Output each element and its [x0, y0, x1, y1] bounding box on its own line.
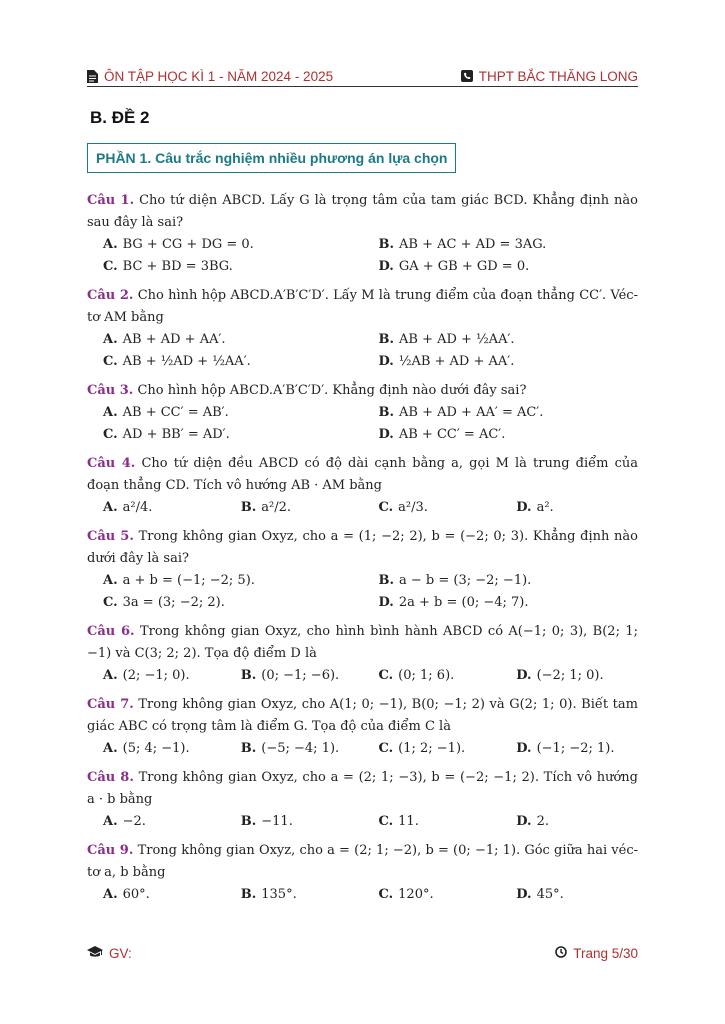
option-a[interactable]: A. AB + CC′ = AB′. [103, 405, 229, 420]
teacher-label: GV: [109, 945, 132, 961]
option-b[interactable]: B. AB + AD + ½AA′. [378, 332, 515, 347]
question-text: Trong không gian Oxyz, cho a = (2; 1; −2), b = (0; −1; 1). Góc giữa hai véc-tơ a, b bằng [87, 843, 639, 880]
option-d[interactable]: D. (−1; −2; 1). [516, 741, 615, 756]
question-7 [87, 694, 638, 760]
option-c[interactable]: C. a²/3. [378, 500, 428, 515]
option-d[interactable]: D. (−2; 1; 0). [516, 668, 604, 683]
question-text: Trong không gian Oxyz, cho hình bình hành ABCD có A(−1; 0; 3), B(2; 1; −1) và C(3; 2; 2). Tọa độ điểm D là [87, 624, 638, 661]
question-number: Câu 2. [87, 288, 134, 303]
option-a[interactable]: A. a + b = (−1; −2; 5). [103, 573, 255, 588]
option-d[interactable]: D. AB + CC′ = AC′. [378, 427, 506, 442]
document-icon [87, 70, 98, 83]
option-d[interactable]: D. 2a + b = (0; −4; 7). [378, 595, 529, 610]
option-c[interactable]: C. 11. [378, 814, 419, 829]
option-c[interactable]: C. BC + BD = 3BG. [103, 259, 233, 274]
page-header [87, 66, 638, 87]
section-title: B. ĐỀ 2 [90, 108, 150, 127]
question-1 [87, 190, 638, 278]
question-number: Câu 1. [87, 193, 135, 208]
question-number: Câu 6. [87, 624, 135, 639]
option-c[interactable]: C. 3a = (3; −2; 2). [103, 595, 225, 610]
question-text: Cho tứ diện đều ABCD có độ dài cạnh bằng a, gọi M là trung điểm của đoạn thẳng CD. Tích vô hướng AB · AM bằng [87, 456, 638, 493]
option-b[interactable]: B. AB + AC + AD = 3AG. [378, 237, 547, 252]
option-b[interactable]: B. a − b = (3; −2; −1). [378, 573, 532, 588]
part-title: PHẦN 1. Câu trắc nghiệm nhiều phương án lựa chọn [87, 143, 456, 173]
question-number: Câu 4. [87, 456, 136, 471]
question-number: Câu 5. [87, 529, 134, 544]
option-c[interactable]: C. AB + ½AD + ½AA′. [103, 354, 251, 369]
option-b[interactable]: B. (0; −1; −6). [240, 668, 340, 683]
option-d[interactable]: D. 45°. [516, 887, 564, 902]
option-a[interactable]: A. (2; −1; 0). [103, 668, 190, 683]
page-number: Trang 5/30 [573, 945, 638, 961]
question-number: Câu 9. [87, 843, 134, 858]
option-b[interactable]: B. (−5; −4; 1). [240, 741, 340, 756]
option-d[interactable]: D. GA + GB + GD = 0. [378, 259, 530, 274]
option-c[interactable]: C. AD + BB′ = AD′. [103, 427, 230, 442]
phone-icon [461, 70, 473, 82]
graduation-cap-icon [87, 946, 103, 961]
option-c[interactable]: C. (0; 1; 6). [378, 668, 455, 683]
question-text: Trong không gian Oxyz, cho A(1; 0; −1), B(0; −1; 2) và G(2; 1; 0). Biết tam giác ABC có trọng tâm là điểm G. Tọa độ của điểm C là [87, 697, 638, 734]
option-b[interactable]: B. −11. [240, 814, 293, 829]
page-footer [87, 943, 638, 963]
question-6 [87, 621, 638, 687]
question-text: Cho tứ diện ABCD. Lấy G là trọng tâm của tam giác BCD. Khẳng định nào sau đây là sai? [87, 193, 638, 230]
option-a[interactable]: A. a²/4. [103, 500, 153, 515]
option-d[interactable]: D. a². [516, 500, 554, 515]
question-3 [87, 380, 638, 446]
question-5 [87, 526, 638, 614]
option-a[interactable]: A. BG + CG + DG = 0. [103, 237, 254, 252]
question-8 [87, 767, 638, 833]
question-text: Trong không gian Oxyz, cho a = (1; −2; 2), b = (−2; 0; 3). Khẳng định nào dưới đây là sai? [87, 529, 638, 566]
clock-icon [555, 946, 567, 961]
option-a[interactable]: A. AB + AD + AA′. [103, 332, 226, 347]
question-9 [87, 840, 638, 906]
question-number: Câu 3. [87, 383, 134, 398]
question-text: Cho hình hộp ABCD.A′B′C′D′. Lấy M là trung điểm của đoạn thẳng CC′. Véc-tơ AM bằng [87, 288, 638, 325]
option-d[interactable]: D. ½AB + AD + AA′. [378, 354, 515, 369]
option-b[interactable]: B. a²/2. [240, 500, 292, 515]
option-c[interactable]: C. 120°. [378, 887, 434, 902]
school-name: THPT BẮC THĂNG LONG [478, 68, 638, 84]
question-number: Câu 8. [87, 770, 134, 785]
question-number: Câu 7. [87, 697, 134, 712]
header-title: ÔN TẬP HỌC KÌ 1 - NĂM 2024 - 2025 [104, 68, 334, 84]
option-a[interactable]: A. (5; 4; −1). [103, 741, 190, 756]
question-text: Cho hình hộp ABCD.A′B′C′D′. Khẳng định nào dưới đây sai? [137, 383, 527, 398]
option-a[interactable]: A. −2. [103, 814, 146, 829]
question-2 [87, 285, 638, 373]
option-b[interactable]: B. AB + AD + AA′ = AC′. [378, 405, 544, 420]
option-c[interactable]: C. (1; 2; −1). [378, 741, 466, 756]
option-d[interactable]: D. 2. [516, 814, 549, 829]
option-a[interactable]: A. 60°. [103, 887, 150, 902]
question-4 [87, 453, 638, 519]
question-text: Trong không gian Oxyz, cho a = (2; 1; −3), b = (−2; −1; 2). Tích vô hướng a · b bằng [87, 770, 638, 807]
option-b[interactable]: B. 135°. [240, 887, 297, 902]
question-list [87, 190, 638, 913]
